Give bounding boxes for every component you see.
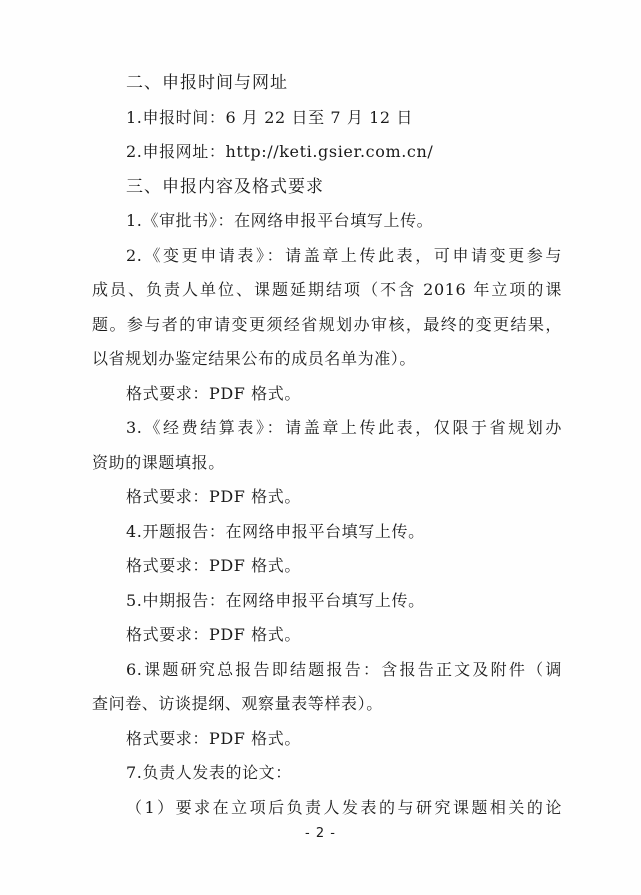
line-8: 以省规划办鉴定结果公布的成员名单为准）。 (92, 349, 417, 368)
line-16: 格式要求：PDF 格式。 (126, 625, 301, 644)
line-0: 二、申报时间与网址 (126, 73, 288, 93)
line-1: 1.申报时间：6 月 22 日至 7 月 12 日 (126, 107, 413, 127)
line-13: 4.开题报告：在网络申报平台填写上传。 (126, 521, 425, 541)
line-18: 查问卷、访谈提纲、观察量表等样表）。 (92, 694, 383, 713)
line-17: 6.课题研究总报告即结题报告：含报告正文及附件（调 (126, 659, 562, 679)
line-20: 7.负责人发表的论文： (126, 763, 292, 782)
line-11: 资助的课题填报。 (92, 452, 225, 472)
line-19: 格式要求：PDF 格式。 (126, 728, 301, 748)
line-21: （1）要求在立项后负责人发表的与研究课题相关的论 (126, 797, 562, 817)
line-6: 成员、负责人单位、课题延期结项（不含 2016 年立项的课 (92, 280, 562, 299)
line-2: 2.申报网址：http://keti.gsier.com.cn/ (126, 142, 434, 161)
document-body (92, 66, 562, 825)
page-number: - 2 - (305, 826, 336, 841)
line-15: 5.中期报告：在网络申报平台填写上传。 (126, 590, 425, 610)
line-4: 1.《审批书》：在网络申报平台填写上传。 (126, 211, 434, 230)
line-10: 3.《经费结算表》：请盖章上传此表，仅限于省规划办 (126, 418, 562, 437)
line-5: 2.《变更申请表》：请盖章上传此表，可申请变更参与 (126, 245, 562, 265)
line-7: 题。参与者的审请变更须经省规划办审核，最终的变更结果， (92, 314, 562, 334)
line-3: 三、申报内容及格式要求 (126, 176, 324, 197)
line-9: 格式要求：PDF 格式。 (126, 383, 301, 403)
line-14: 格式要求：PDF 格式。 (126, 556, 301, 575)
line-12: 格式要求：PDF 格式。 (126, 487, 301, 506)
